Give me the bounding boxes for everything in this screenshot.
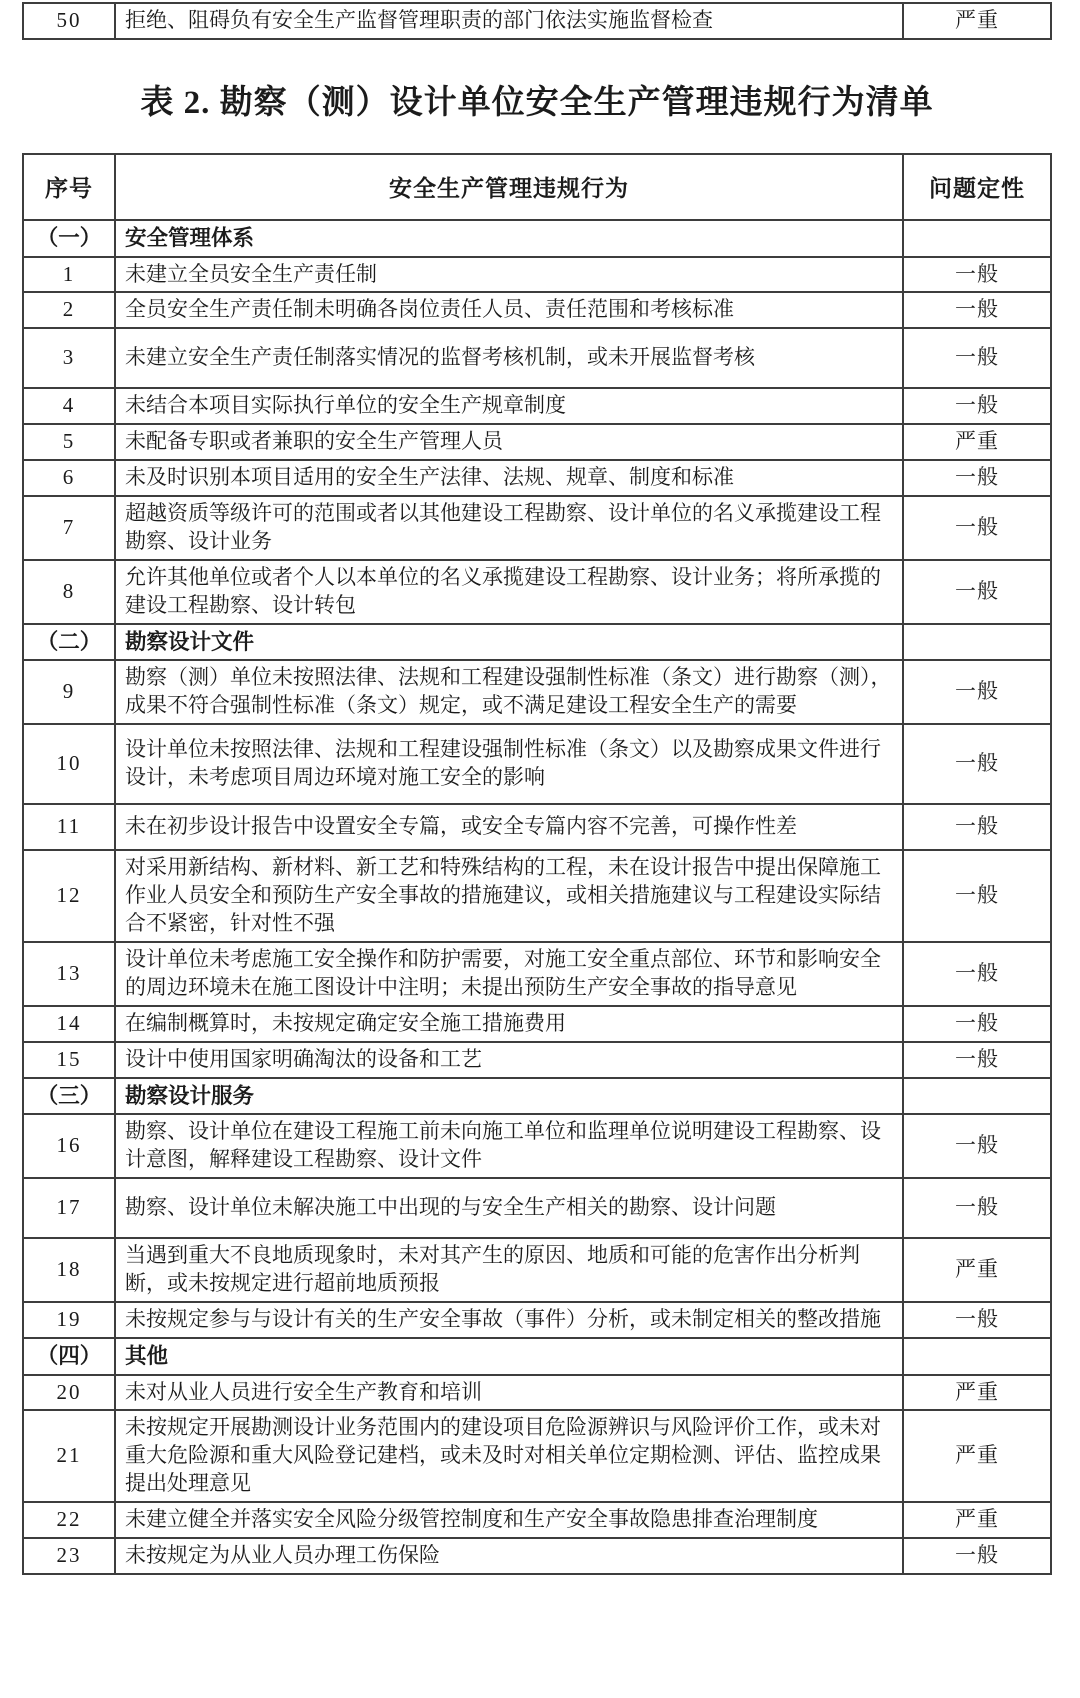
- section-row: [23, 1338, 1051, 1375]
- violation-text-cell: 未按规定为从业人员办理工伤保险: [115, 1538, 903, 1574]
- table-row: [23, 942, 1051, 1006]
- severity-cell: 一般: [903, 460, 1051, 496]
- table-row: [23, 496, 1051, 560]
- row-number-cell: 15: [23, 1042, 115, 1078]
- severity-cell: 一般: [903, 496, 1051, 560]
- table-row: [23, 1375, 1051, 1411]
- row-number-cell: 11: [23, 804, 115, 850]
- severity-cell: 严重: [903, 3, 1051, 39]
- violations-table: [22, 153, 1052, 1575]
- severity-cell: 严重: [903, 1238, 1051, 1302]
- table-row: [23, 724, 1051, 804]
- table-row: [23, 1114, 1051, 1178]
- section-title-cell: 安全管理体系: [115, 220, 903, 257]
- row-number-cell: 50: [23, 3, 115, 39]
- row-number-cell: 14: [23, 1006, 115, 1042]
- row-number-cell: 22: [23, 1502, 115, 1538]
- severity-cell: [903, 220, 1051, 257]
- severity-cell: 一般: [903, 1538, 1051, 1574]
- violation-text-cell: 设计单位未按照法律、法规和工程建设强制性标准（条文）以及勘察成果文件进行设计，未考虑项目周边环境对施工安全的影响: [115, 724, 903, 804]
- section-row: [23, 1078, 1051, 1115]
- severity-cell: 一般: [903, 1006, 1051, 1042]
- section-row: [23, 220, 1051, 257]
- table-row: [23, 328, 1051, 388]
- table-row: [23, 388, 1051, 424]
- table-row: [23, 424, 1051, 460]
- violation-text-cell: 未结合本项目实际执行单位的安全生产规章制度: [115, 388, 903, 424]
- section-title-cell: 勘察设计文件: [115, 624, 903, 661]
- row-number-cell: 1: [23, 257, 115, 293]
- severity-cell: 一般: [903, 804, 1051, 850]
- violation-text-cell: 未在初步设计报告中设置安全专篇，或安全专篇内容不完善，可操作性差: [115, 804, 903, 850]
- row-number-cell: 23: [23, 1538, 115, 1574]
- violation-text-cell: 勘察、设计单位在建设工程施工前未向施工单位和监理单位说明建设工程勘察、设计意图，解释建设工程勘察、设计文件: [115, 1114, 903, 1178]
- row-number-cell: （四）: [23, 1338, 115, 1375]
- violation-text-cell: 未按规定开展勘测设计业务范围内的建设项目危险源辨识与风险评价工作，或未对重大危险源和重大风险登记建档，或未及时对相关单位定期检测、评估、监控成果提出处理意见: [115, 1410, 903, 1502]
- row-number-cell: 16: [23, 1114, 115, 1178]
- row-number-cell: 18: [23, 1238, 115, 1302]
- violation-text-cell: 设计单位未考虑施工安全操作和防护需要，对施工安全重点部位、环节和影响安全的周边环境未在施工图设计中注明；未提出预防生产安全事故的指导意见: [115, 942, 903, 1006]
- row-number-cell: 9: [23, 660, 115, 724]
- violation-text-cell: 在编制概算时，未按规定确定安全施工措施费用: [115, 1006, 903, 1042]
- table-row: [23, 3, 1051, 39]
- table-row: [23, 257, 1051, 293]
- section-title-cell: 其他: [115, 1338, 903, 1375]
- row-number-cell: 21: [23, 1410, 115, 1502]
- row-number-cell: 5: [23, 424, 115, 460]
- violation-text-cell: 未建立安全生产责任制落实情况的监督考核机制，或未开展监督考核: [115, 328, 903, 388]
- severity-cell: [903, 1078, 1051, 1115]
- severity-cell: 一般: [903, 388, 1051, 424]
- severity-cell: 一般: [903, 1114, 1051, 1178]
- table-row: [23, 1538, 1051, 1574]
- row-number-cell: 4: [23, 388, 115, 424]
- table-row: [23, 1302, 1051, 1338]
- row-number-cell: （一）: [23, 220, 115, 257]
- table-row: [23, 1042, 1051, 1078]
- severity-cell: 严重: [903, 424, 1051, 460]
- row-number-cell: 17: [23, 1178, 115, 1238]
- table-row: [23, 560, 1051, 624]
- table-row: [23, 850, 1051, 942]
- table-row: [23, 660, 1051, 724]
- violation-text-cell: 未建立健全并落实安全风险分级管控制度和生产安全事故隐患排查治理制度: [115, 1502, 903, 1538]
- violation-text-cell: 未对从业人员进行安全生产教育和培训: [115, 1375, 903, 1411]
- document-page: [22, 2, 1052, 1575]
- section-title-cell: 勘察设计服务: [115, 1078, 903, 1115]
- row-number-cell: （二）: [23, 624, 115, 661]
- severity-cell: 一般: [903, 257, 1051, 293]
- violation-text-cell: 设计中使用国家明确淘汰的设备和工艺: [115, 1042, 903, 1078]
- severity-cell: 严重: [903, 1410, 1051, 1502]
- severity-cell: 一般: [903, 850, 1051, 942]
- table-header-row: [23, 154, 1051, 220]
- table-row: [23, 1502, 1051, 1538]
- severity-cell: 一般: [903, 560, 1051, 624]
- row-number-cell: 20: [23, 1375, 115, 1411]
- violation-text-cell: 超越资质等级许可的范围或者以其他建设工程勘察、设计单位的名义承揽建设工程勘察、设计业务: [115, 496, 903, 560]
- violation-text-cell: 勘察、设计单位未解决施工中出现的与安全生产相关的勘察、设计问题: [115, 1178, 903, 1238]
- violation-text-cell: 未按规定参与与设计有关的生产安全事故（事件）分析，或未制定相关的整改措施: [115, 1302, 903, 1338]
- row-number-cell: 8: [23, 560, 115, 624]
- table-row: [23, 460, 1051, 496]
- table-row: [23, 1178, 1051, 1238]
- violation-text-cell: 对采用新结构、新材料、新工艺和特殊结构的工程，未在设计报告中提出保障施工作业人员安全和预防生产安全事故的措施建议，或相关措施建议与工程建设实际结合不紧密，针对性不强: [115, 850, 903, 942]
- row-number-cell: 19: [23, 1302, 115, 1338]
- severity-cell: 一般: [903, 660, 1051, 724]
- severity-cell: 严重: [903, 1502, 1051, 1538]
- violation-text-cell: 未配备专职或者兼职的安全生产管理人员: [115, 424, 903, 460]
- row-number-cell: 12: [23, 850, 115, 942]
- row-number-cell: 10: [23, 724, 115, 804]
- table-row: [23, 1410, 1051, 1502]
- row-number-cell: 7: [23, 496, 115, 560]
- severity-cell: 一般: [903, 292, 1051, 328]
- violations-table-body: [23, 220, 1051, 1574]
- severity-cell: 一般: [903, 724, 1051, 804]
- severity-cell: 一般: [903, 1042, 1051, 1078]
- row-number-cell: 13: [23, 942, 115, 1006]
- row-number-cell: 2: [23, 292, 115, 328]
- table-row: [23, 804, 1051, 850]
- violation-text-cell: 未及时识别本项目适用的安全生产法律、法规、规章、制度和标准: [115, 460, 903, 496]
- violation-text-cell: 全员安全生产责任制未明确各岗位责任人员、责任范围和考核标准: [115, 292, 903, 328]
- previous-table-tail: [22, 2, 1052, 40]
- severity-cell: 一般: [903, 1302, 1051, 1338]
- severity-cell: [903, 624, 1051, 661]
- violation-text-cell: 允许其他单位或者个人以本单位的名义承揽建设工程勘察、设计业务；将所承揽的建设工程勘察、设计转包: [115, 560, 903, 624]
- table-row: [23, 1238, 1051, 1302]
- row-number-cell: 3: [23, 328, 115, 388]
- header-severity: 问题定性: [903, 154, 1051, 220]
- severity-cell: 一般: [903, 942, 1051, 1006]
- header-no: 序号: [23, 154, 115, 220]
- table-row: [23, 1006, 1051, 1042]
- severity-cell: [903, 1338, 1051, 1375]
- violation-text-cell: 勘察（测）单位未按照法律、法规和工程建设强制性标准（条文）进行勘察（测），成果不符合强制性标准（条文）规定，或不满足建设工程安全生产的需要: [115, 660, 903, 724]
- severity-cell: 一般: [903, 1178, 1051, 1238]
- table-row: [23, 292, 1051, 328]
- severity-cell: 严重: [903, 1375, 1051, 1411]
- violation-text-cell: 拒绝、阻碍负有安全生产监督管理职责的部门依法实施监督检查: [115, 3, 903, 39]
- violation-text-cell: 当遇到重大不良地质现象时，未对其产生的原因、地质和可能的危害作出分析判断，或未按规定进行超前地质预报: [115, 1238, 903, 1302]
- table-title: 表 2. 勘察（测）设计单位安全生产管理违规行为清单: [140, 84, 934, 121]
- severity-cell: 一般: [903, 328, 1051, 388]
- section-row: [23, 624, 1051, 661]
- violation-text-cell: 未建立全员安全生产责任制: [115, 257, 903, 293]
- row-number-cell: （三）: [23, 1078, 115, 1115]
- row-number-cell: 6: [23, 460, 115, 496]
- header-behavior: 安全生产管理违规行为: [115, 154, 903, 220]
